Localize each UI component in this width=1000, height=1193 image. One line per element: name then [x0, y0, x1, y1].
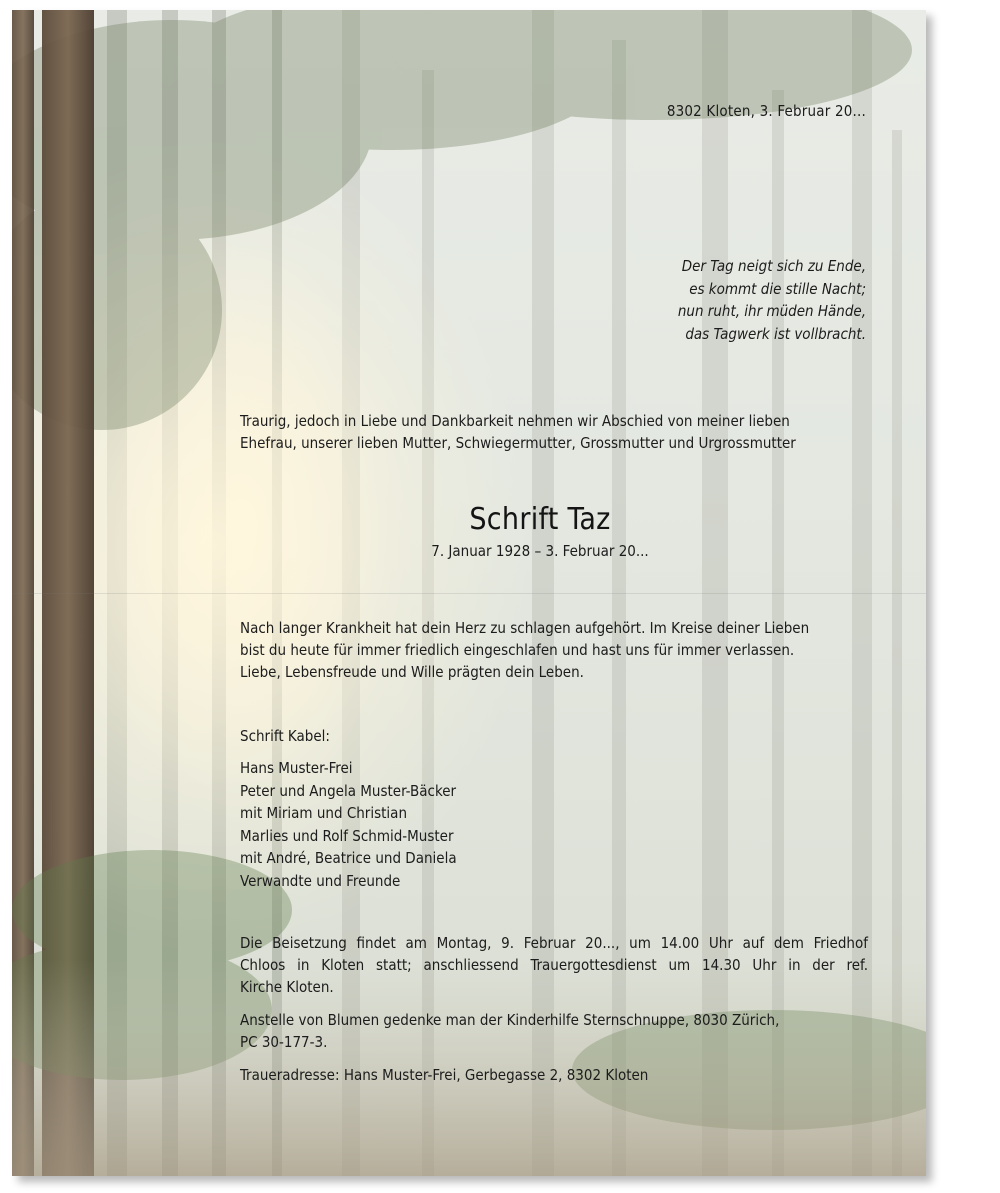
poem-line: das Tagwerk ist vollbracht. — [685, 324, 866, 343]
poem-line: Der Tag neigt sich zu Ende, — [681, 257, 866, 275]
card-fold-line — [12, 593, 926, 594]
message-line: bist du heute für immer friedlich eingeschlafen und hast uns für immer verlassen. — [240, 641, 795, 659]
donation-info — [240, 1009, 868, 1053]
message-line: Nach langer Krankheit hat dein Herz zu schlagen aufgehört. Im Kreise deiner Lieben — [240, 619, 810, 637]
donation-line: Anstelle von Blumen gedenke man der Kinderhilfe Sternschnuppe, 8030 Zürich, — [240, 1011, 780, 1029]
mourners-label: Schrift Kabel: — [240, 727, 330, 745]
funeral-line: Kirche Kloten. — [240, 978, 334, 996]
mourners-list — [240, 757, 457, 892]
intro-line: Traurig, jedoch in Liebe und Dankbarkeit nehmen wir Abschied von meiner lieben — [240, 412, 790, 430]
funeral-line: Die Beisetzung findet am Montag, 9. Februar 20..., um 14.00 Uhr auf dem Friedhof — [240, 934, 868, 952]
mourning-address: Traueradresse: Hans Muster-Frei, Gerbegasse 2, 8302 Kloten — [240, 1066, 649, 1084]
intro-text — [240, 410, 880, 454]
donation-line: PC 30-177-3. — [240, 1033, 328, 1051]
funeral-info — [240, 932, 868, 998]
mourner-item: mit Miriam und Christian — [240, 804, 407, 822]
obituary-card — [12, 10, 926, 1176]
deceased-name: Schrift Taz — [469, 502, 611, 537]
message-line: Liebe, Lebensfreude und Wille prägten dein Leben. — [240, 663, 584, 681]
mourner-item: mit André, Beatrice und Daniela — [240, 849, 457, 867]
place-date-line: 8302 Kloten, 3. Februar 20... — [666, 102, 866, 120]
life-dates: 7. Januar 1928 – 3. Februar 20... — [431, 542, 649, 560]
mourner-item: Peter und Angela Muster-Bäcker — [240, 781, 457, 800]
poem-line: es kommt die stille Nacht; — [689, 279, 866, 298]
poem-verse — [678, 255, 866, 345]
poem-line: nun ruht, ihr müden Hände, — [677, 302, 866, 320]
mourner-item: Verwandte und Freunde — [240, 871, 401, 890]
mourner-item: Marlies und Rolf Schmid-Muster — [240, 826, 454, 845]
mourner-item: Hans Muster-Frei — [240, 759, 353, 777]
farewell-message — [240, 617, 880, 683]
intro-line: Ehefrau, unserer lieben Mutter, Schwiegermutter, Grossmutter und Urgrossmutter — [240, 434, 796, 452]
funeral-line: Chloos in Kloten statt; anschliessend Trauergottesdienst um 14.30 Uhr in der ref. — [240, 956, 868, 974]
